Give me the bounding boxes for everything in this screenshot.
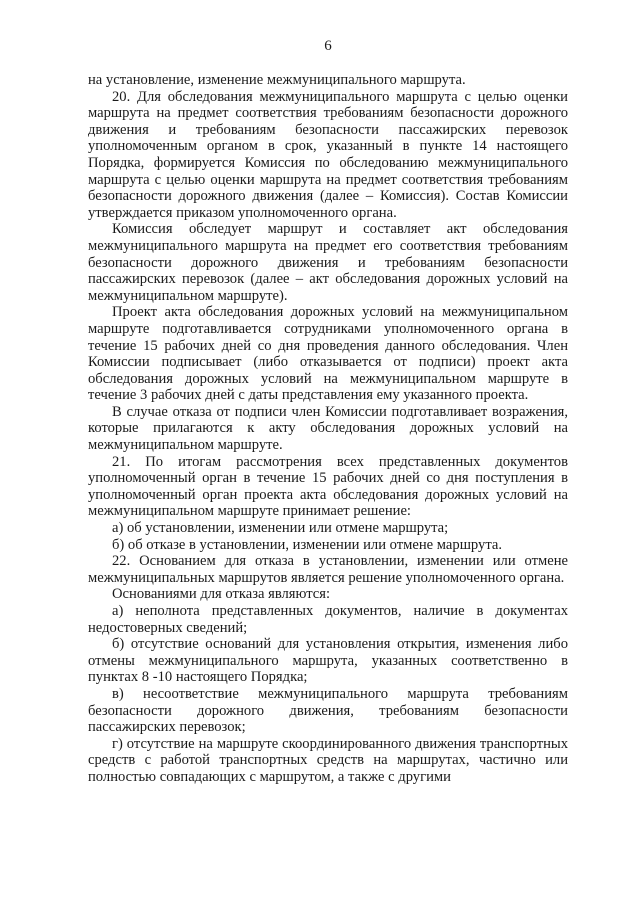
paragraph-commission-inspection: Комиссия обследует маршрут и составляет акт обследования межмуниципального маршрута на предмет его соответствия требованиям безопасности дорожного движения и требованиям безопасности пассажирских перевозок (далее – акт обследования дорожных условий на межмуниципальном маршруте). [88,221,568,304]
paragraph-continuation: на установление, изменение межмуниципального маршрута. [88,72,466,88]
paragraph-item-20: 20. Для обследования межмуниципального маршрута с целью оценки маршрута на предмет соответствия требованиям безопасности дорожного движения и требованиям безопасности пассажирских перевозок уполномоченным органом в срок, указанный в пункте 14 настоящего Порядка, формируется Комиссия по обследованию межмуниципального маршрута с целью оценки маршрута на предмет соответствия требованиям безопасности дорожного движения (далее – Комиссия). Состав Комиссии утверждается приказом уполномоченного органа. [88,88,568,221]
list-item-21-a: а) об установлении, изменении или отмене маршрута; [112,520,449,537]
page-number: 6 [324,38,332,54]
list-item-22-g: г) отсутствие на маршруте скоординированного движения транспортных средств с работой транспортных средств на маршрутах, частично или полностью совпадающих с маршрутом, а также с другими [88,735,568,785]
list-item-22-b: б) отсутствие оснований для установления открытия, изменения либо отмены межмуниципального маршрута, указанных соответственно в пунктах 8 -10 настоящего Порядка; [88,636,568,686]
paragraph-refusal-objections: В случае отказа от подписи член Комиссии подготавливает возражения, которые прилагаются к акту обследования дорожных условий на межмуниципальном маршруте. [88,403,568,454]
paragraph-item-22: 22. Основанием для отказа в установлении, изменении или отмене межмуниципальных маршрутов является решение уполномоченного органа. [88,553,568,586]
document-body [88,72,568,786]
list-item-22-v: в) несоответствие межмуниципального маршрута требованиям безопасности дорожного движения, требованиям безопасности пассажирских перевозок; [88,685,568,736]
list-item-22-a: а) неполнота представленных документов, наличие в документах недостоверных сведений; [88,603,568,636]
paragraph-refusal-grounds: Основаниями для отказа являются: [112,586,331,603]
list-item-21-b: б) об отказе в установлении, изменении или отмене маршрута. [112,536,503,553]
paragraph-item-21: 21. По итогам рассмотрения всех представленных документов уполномоченный орган в течение 15 рабочих дней со дня поступления в уполномоченный орган проекта акта обследования дорожных условий на межмуниципальном маршруте принимает решение: [88,453,568,520]
paragraph-act-draft: Проект акта обследования дорожных условий на межмуниципальном маршруте подготавливается сотрудниками уполномоченного органа в течение 15 рабочих дней со дня проведения данного обследования. Член Комиссии подписывает (либо отказывается от подписи) проект акта обследования дорожных условий на межмуниципальном маршруте в течение 3 рабочих дней с даты представления ему указанного проекта. [88,304,568,404]
